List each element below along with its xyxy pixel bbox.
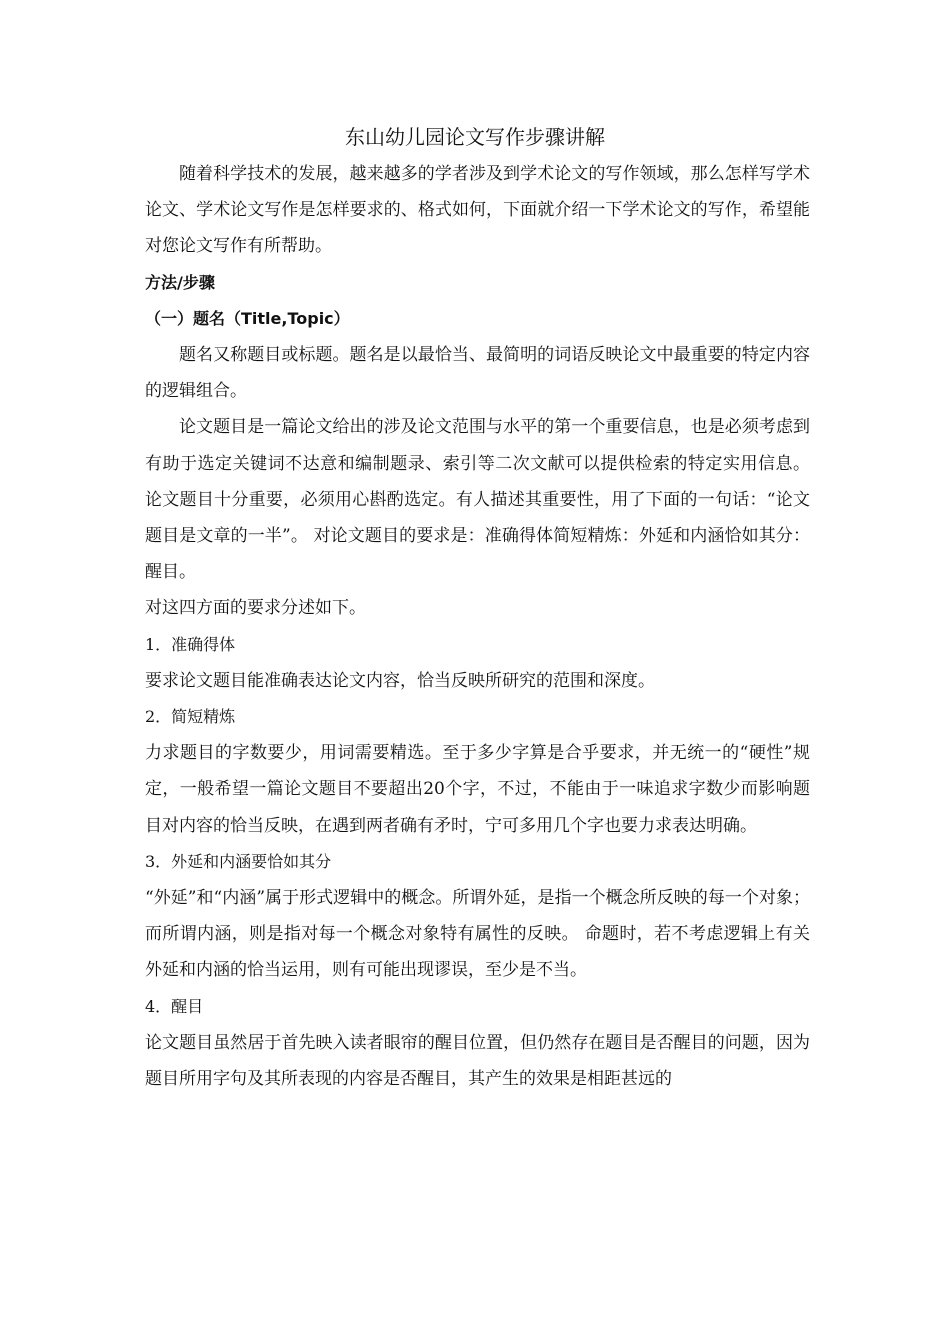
document-title: 东山幼儿园论文写作步骤讲解 [345, 125, 605, 149]
paragraph-title-importance: 论文题目是一篇论文给出的涉及论文范围与水平的第一个重要信息，也是必须考虑到有助于选定关键词不达意和编制题录、索引等二次文献可以提供检索的特定实用信息。 论文题目十分重要，必须用心斟酌选定。有人描述其重要性，用了下面的一句话：“论文题目是文章的一半”。 对论文题目的要求是：准确得体简短精炼：外延和内涵恰如其分：醒目。 [145, 417, 810, 583]
paragraph-requirements-intro: 对这四方面的要求分述如下。 [145, 598, 366, 619]
document-body [145, 156, 810, 1097]
method-heading: 方法/步骤 [145, 272, 215, 292]
item-3-heading: 3．外延和内涵要恰如其分 [145, 851, 332, 871]
item-1-body: 要求论文题目能准确表达论文内容，恰当反映所研究的范围和深度。 [145, 670, 655, 691]
item-3-body: “外延”和“内涵”属于形式逻辑中的概念。所谓外延，是指一个概念所反映的每一个对象；而所谓内涵，则是指对每一个概念对象特有属性的反映。 命题时，若不考虑逻辑上有关外延和内涵的恰当运用，则有可能出现谬误，至少是不当。 [145, 888, 810, 981]
item-2-heading: 2．简短精炼 [145, 707, 236, 727]
paragraph-title-definition: 题名又称题目或标题。题名是以最恰当、最简明的词语反映论文中最重要的特定内容的逻辑组合。 [145, 345, 810, 402]
section-heading: （一）题名（Title,Topic） [145, 308, 350, 328]
intro-paragraph: 随着科学技术的发展，越来越多的学者涉及到学术论文的写作领域，那么怎样写学术论文、学术论文写作是怎样要求的、格式如何，下面就介绍一下学术论文的写作，希望能对您论文写作有所帮助。 [145, 164, 810, 257]
item-1-heading: 1．准确得体 [145, 634, 236, 654]
item-2-body: 力求题目的字数要少，用词需要精选。至于多少字算是合乎要求，并无统一的“硬性”规定，一般希望一篇论文题目不要超出20个字，不过，不能由于一味追求字数少而影响题目对内容的恰当反映，在遇到两者确有矛时，宁可多用几个字也要力求表达明确。 [145, 743, 810, 836]
item-4-heading: 4．醒目 [145, 996, 204, 1016]
item-4-body: 论文题目虽然居于首先映入读者眼帘的醒目位置，但仍然存在题目是否醒目的问题，因为题目所用字句及其所表现的内容是否醒目，其产生的效果是相距甚远的 [145, 1032, 810, 1090]
